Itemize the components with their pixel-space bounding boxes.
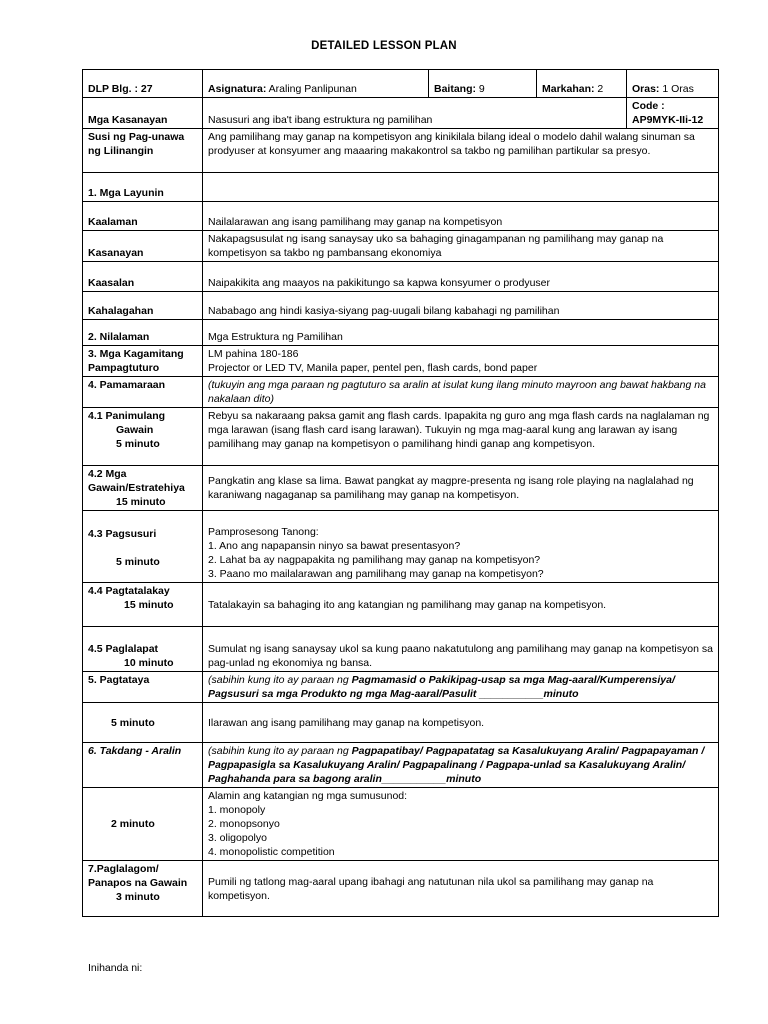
pagtataya-label: 5. Pagtataya: [83, 672, 203, 703]
gawain-value: Pangkatin ang klase sa lima. Bawat pangkat ay magpre-presenta ng isang role playing na naglalahad ng karaniwang nagaganap sa pamilihang may ganap na kompetisyon.: [203, 466, 719, 511]
pamamaraan-value: (tukuyin ang mga paraan ng pagtuturo sa aralin at isulat kung ilang minuto mayroon ang bawat hakbang na nakalaan dito): [203, 377, 719, 408]
baitang-label: Baitang:: [434, 83, 476, 95]
paglalapat-label-line-1: 4.5 Paglalapat: [88, 643, 159, 655]
kagamitan-label-line-2: Pampagtuturo: [88, 362, 160, 374]
panimulang-label: [83, 408, 203, 466]
kagamitan-value-line-1: LM pahina 180-186: [208, 348, 299, 360]
oras-label: Oras:: [632, 83, 660, 95]
kaasalan-row: [83, 262, 719, 292]
baitang-value: 9: [476, 83, 485, 95]
nilalaman-row: [83, 320, 719, 346]
paglalagom-label-line-1: 7.Paglalagom/: [88, 863, 159, 875]
markahan-label: Markahan:: [542, 83, 595, 95]
panimulang-label-line-2: Gawain: [116, 424, 154, 436]
kasanayan-value: Nasusuri ang iba't ibang estruktura ng pamilihan: [203, 98, 627, 129]
kaalaman-row: [83, 202, 719, 231]
pagsusuri-question-1: 1. Ano ang napapansin ninyo sa bawat presentasyon?: [208, 540, 461, 552]
kasanayan2-row: [83, 231, 719, 262]
inihanda-label: Inihanda ni:: [88, 962, 143, 974]
kahalagahan-value: Nababago ang hindi kasiya-siyang pag-uugali bilang kabahagi ng pamilihan: [203, 292, 719, 320]
kaalaman-value: Nailalarawan ang isang pamilihang may ganap na kompetisyon: [203, 202, 719, 231]
pagtataya-value: Ilarawan ang isang pamilihang may ganap na kompetisyon.: [203, 703, 719, 743]
lesson-plan-table: [82, 69, 719, 917]
code-value: AP9MYK-IIi-12: [632, 114, 704, 126]
gawain-time: 15 minuto: [116, 496, 166, 508]
pagsusuri-question-3: 3. Paano mo mailalarawan ang pamilihang may ganap na kompetisyon?: [208, 568, 544, 580]
susi-label: [83, 129, 203, 173]
takdang-intro: Alamin ang katangian ng mga sumusunod:: [208, 790, 408, 802]
pagtataya-task-row: [83, 703, 719, 743]
pamamaraan-row: [83, 377, 719, 408]
pagsusuri-row: [83, 511, 719, 583]
panimulang-value: Rebyu sa nakaraang paksa gamit ang flash cards. Ipapakita ng guro ang mga flash cards na naglalaman ng mga larawan (isang flash card isang larawan). Tukuyin ng mga mag-aaral kung ang larawan ay isang pamilihang may ganap na kompetisyon o pamilihang hindi ganap ang kompetisyon.: [203, 408, 719, 466]
paglalapat-value: Sumulat ng isang sanaysay ukol sa kung paano nakatutulong ang pamilihang may ganap na kompetisyon sa pag-unlad ng ekonomiya ng bansa.: [203, 627, 719, 672]
oras-cell: [627, 70, 719, 98]
gawain-row: [83, 466, 719, 511]
dlp-label: DLP Blg. : 27: [88, 83, 153, 95]
code-label: Code :: [632, 100, 665, 112]
gawain-label-line-1: 4.2 Mga: [88, 468, 127, 480]
paglalapat-time: 10 minuto: [124, 657, 174, 669]
pagsusuri-label: [83, 511, 203, 583]
takdang-row: [83, 743, 719, 788]
kagamitan-label-line-1: 3. Mga Kagamitang: [88, 348, 184, 360]
pagtataya-row: [83, 672, 719, 703]
pagsusuri-time: 5 minuto: [116, 556, 160, 568]
kagamitan-value-line-2: Projector or LED TV, Manila paper, pentel pen, flash cards, bond paper: [208, 362, 538, 374]
pagtataya-methods: Pagmamasid o Pakikipag-usap sa mga Mag-aaral/Kumperensiya/ Pagsusuri sa mga Produkto ng mga Mag-aaral/Pasulit ___________minuto: [208, 674, 675, 700]
susi-value: Ang pamilihang may ganap na kompetisyon ang kinikilala bilang ideal o modelo dahil walang sinuman sa prodyuser at konsyumer ang maaaring makakontrol sa takbo ng pamilihan partikular sa presyo.: [203, 129, 719, 173]
takdang-item-2: 2. monopsonyo: [208, 818, 280, 830]
pagtataya-time: 5 minuto: [83, 703, 203, 743]
markahan-cell: [537, 70, 627, 98]
paglalagom-time: 3 minuto: [116, 891, 160, 903]
kaasalan-label: Kaasalan: [83, 262, 203, 292]
paglalagom-value: Pumili ng tatlong mag-aaral upang ibahagi ang natutunan nila ukol sa pamilihang may ganap na kompetisyon.: [203, 861, 719, 917]
gawain-label: [83, 466, 203, 511]
pagtatalakay-value: Tatalakayin sa bahaging ito ang katangian ng pamilihang may ganap na kompetisyon.: [203, 583, 719, 627]
nilalaman-label: 2. Nilalaman: [83, 320, 203, 346]
asignatura-value: Araling Panlipunan: [266, 83, 357, 95]
panimulang-label-line-1: 4.1 Panimulang: [88, 410, 166, 422]
takdang-item-3: 3. oligopolyo: [208, 832, 267, 844]
pagtataya-instructions: [203, 672, 719, 703]
oras-value: 1 Oras: [659, 83, 694, 95]
kasanayan-row: [83, 98, 719, 129]
paglalapat-row: [83, 627, 719, 672]
pagtatalakay-label-line-1: 4.4 Pagtatalakay: [88, 585, 170, 597]
layunin-label: 1. Mga Layunin: [83, 173, 203, 202]
paglalapat-label: [83, 627, 203, 672]
panimulang-time: 5 minuto: [116, 438, 160, 450]
pagtataya-pre: (sabihin kung ito ay paraan ng: [208, 674, 352, 686]
document-title: DETAILED LESSON PLAN: [311, 40, 457, 52]
takdang-label: 6. Takdang - Aralin: [83, 743, 203, 788]
kasanayan2-label: Kasanayan: [83, 231, 203, 262]
kagamitan-label: [83, 346, 203, 377]
takdang-pre: (sabihin kung ito ay paraan ng: [208, 745, 352, 757]
pagtatalakay-row: [83, 583, 719, 627]
kasanayan2-value: Nakapagsusulat ng isang sanaysay uko sa bahaging ginagampanan ng pamilihang may ganap na kompetisyon sa takbo ng pambansang ekonomiya: [203, 231, 719, 262]
paglalagom-label-line-2: Panapos na Gawain: [88, 877, 188, 889]
susi-row: [83, 129, 719, 173]
baitang-cell: [429, 70, 537, 98]
asignatura-label: Asignatura:: [208, 83, 267, 95]
nilalaman-value: Mga Estruktura ng Pamilihan: [203, 320, 719, 346]
kagamitan-row: [83, 346, 719, 377]
pagsusuri-label-line-1: 4.3 Pagsusuri: [88, 528, 157, 540]
markahan-value: 2: [594, 83, 604, 95]
panimulang-row: [83, 408, 719, 466]
pagsusuri-value: [203, 511, 719, 583]
pagtatalakay-label: [83, 583, 203, 627]
paglalagom-label: [83, 861, 203, 917]
takdang-task-row: [83, 788, 719, 861]
takdang-time: 2 minuto: [83, 788, 203, 861]
takdang-value: [203, 788, 719, 861]
kaalaman-label: Kaalaman: [83, 202, 203, 231]
kahalagahan-row: [83, 292, 719, 320]
takdang-methods: Pagpapatibay/ Pagpapatatag sa Kasalukuyang Aralin/ Pagpapayaman / Pagpapasigla sa Kasalukuyang Aralin/ Pagpapalinang / Pagpapa-unlad sa Kasalukuyang Aralin/ Paghahanda para sa bagong aralin___________minuto: [208, 745, 705, 785]
kasanayan-label: Mga Kasanayan: [83, 98, 203, 129]
code-cell: [627, 98, 719, 129]
layunin-value: [203, 173, 719, 202]
gawain-label-line-2: Gawain/Estratehiya: [88, 482, 185, 494]
pamamaraan-label: 4. Pamamaraan: [83, 377, 203, 408]
kaasalan-value: Naipakikita ang maayos na pakikitungo sa kapwa konsyumer o prodyuser: [203, 262, 719, 292]
kahalagahan-label: Kahalagahan: [83, 292, 203, 320]
takdang-item-4: 4. monopolistic competition: [208, 846, 335, 858]
takdang-instructions: [203, 743, 719, 788]
takdang-item-1: 1. monopoly: [208, 804, 266, 816]
paglalagom-row: [83, 861, 719, 917]
header-row: [83, 70, 719, 98]
pagtatalakay-time: 15 minuto: [124, 599, 174, 611]
asignatura-cell: [203, 70, 429, 98]
dlp-cell: [83, 70, 203, 98]
kagamitan-value: [203, 346, 719, 377]
pagsusuri-question-2: 2. Lahat ba ay nagpapakita ng pamilihang may ganap na kompetisyon?: [208, 554, 541, 566]
susi-label-line-2: ng Lilinangin: [88, 145, 154, 157]
pagsusuri-intro: Pamprosesong Tanong:: [208, 526, 319, 538]
susi-label-line-1: Susi ng Pag-unawa: [88, 131, 185, 143]
layunin-row: [83, 173, 719, 202]
